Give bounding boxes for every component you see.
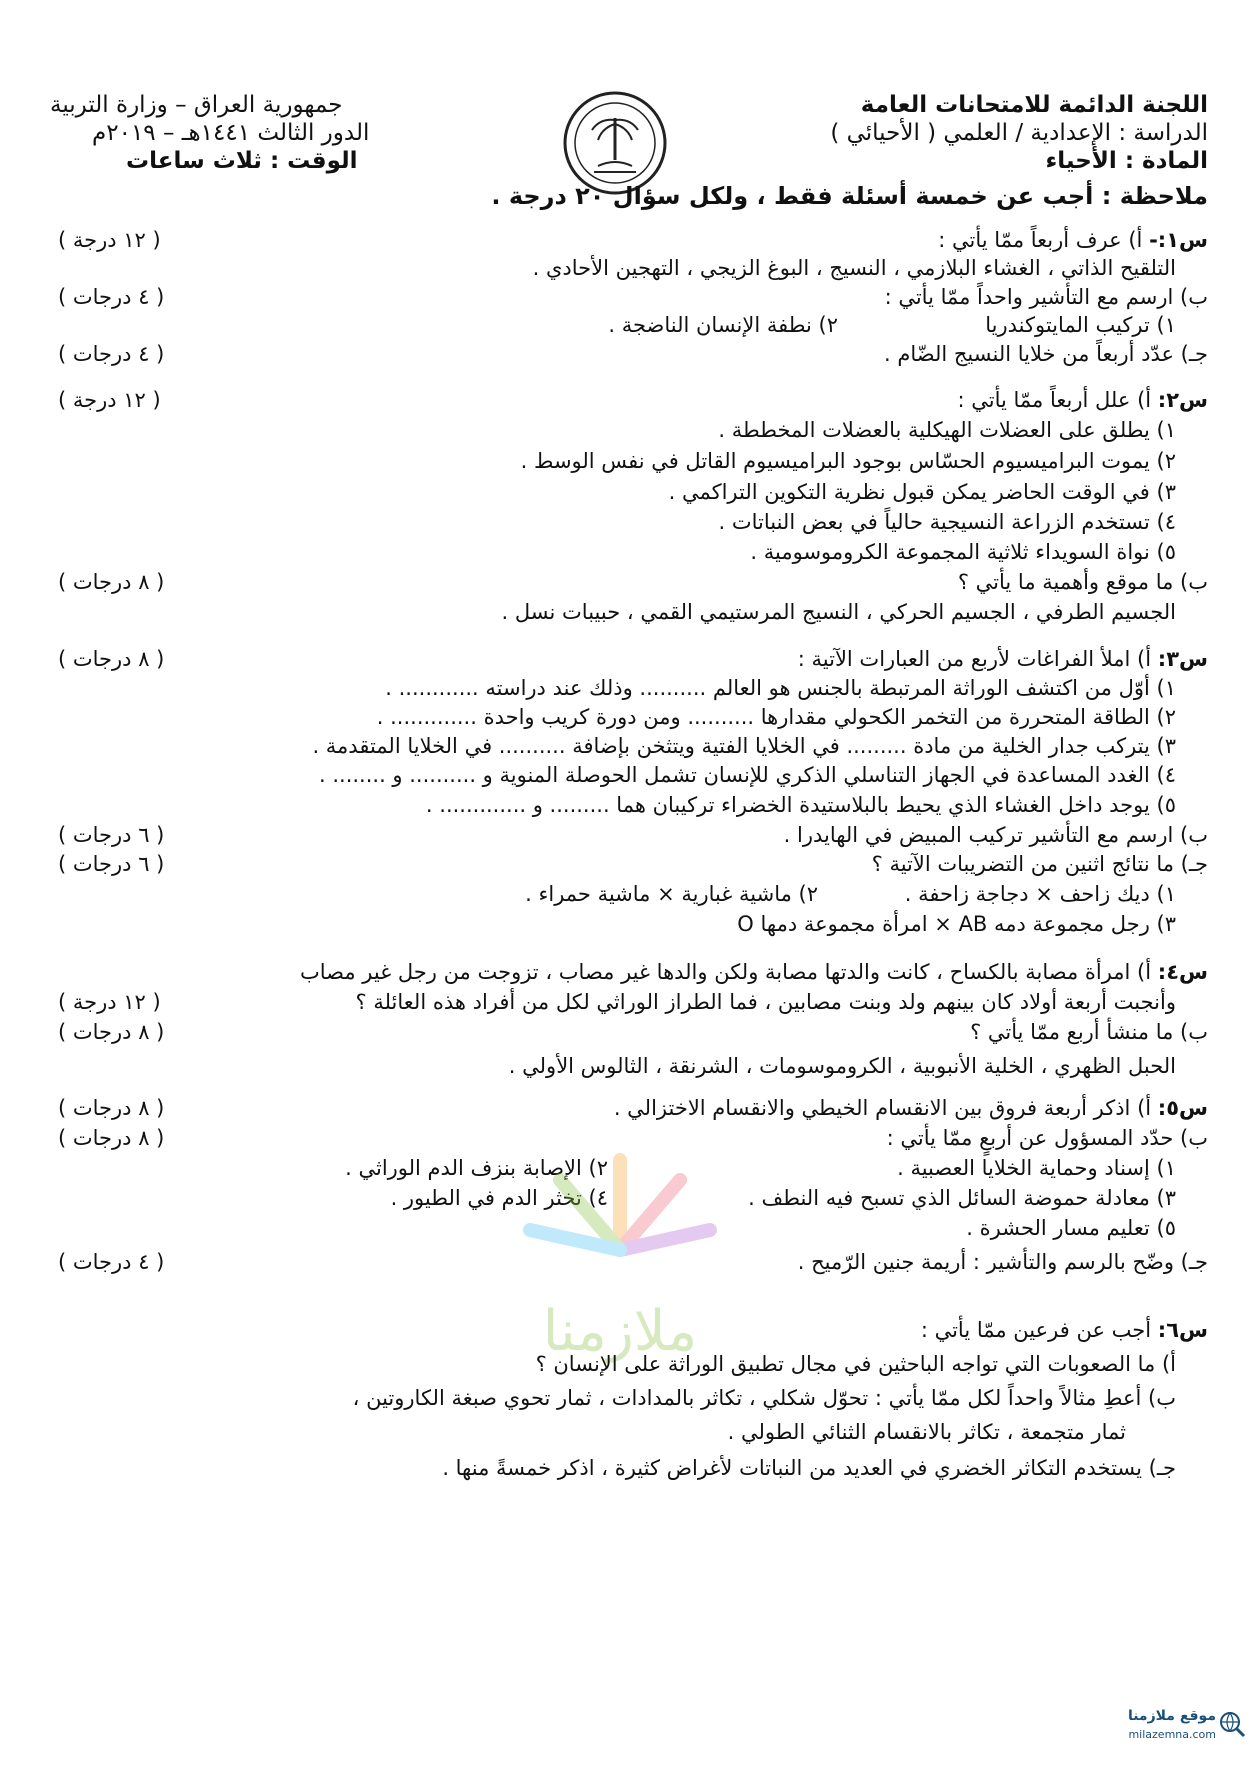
q3-c-item-1: ١) ديك زاحف × دجاجة زاحفة . [904,882,1176,906]
q5-b-marks: ( ٨ درجات ) [58,1126,165,1150]
q2-item-4: ٤) تستخدم الزراعة النسيجية حالياً في بعض النباتات . [718,510,1176,534]
q1-b: ب) ارسم مع التأشير واحداً ممّا يأتي : [884,285,1208,309]
q2-a [958,388,1209,412]
watermark-logo [470,1120,770,1380]
subject-label: المادة : [1124,148,1208,174]
q3-c-item-3: ٣) رجل مجموعة دمه AB × امرأة مجموعة دمها O [737,912,1176,936]
q5-number: س٥: [1157,1096,1208,1120]
q2-number: س٢: [1157,388,1208,412]
q4-a-line-1 [300,960,1208,984]
note-text: أجب عن خمسة أسئلة فقط ، ولكل سؤال ٢٠ درجة . [491,182,1094,210]
q4-a-marks: ( ١٢ درجة ) [58,990,161,1014]
time-value: ثلاث ساعات [126,148,262,174]
site-logo-ar: موقع ملازمنا [1127,1708,1216,1724]
q2-a-marks: ( ١٢ درجة ) [58,388,161,412]
q6-number: س٦: [1157,1318,1208,1342]
q3-c-item-2: ٢) ماشية غبارية × ماشية حمراء . [525,882,818,906]
q4-b-marks: ( ٨ درجات ) [58,1020,165,1044]
q3-b-marks: ( ٦ درجات ) [58,823,165,847]
q3-a [798,647,1208,671]
q5-item-3: ٣) معادلة حموضة السائل الذي تسبح فيه النطف . [748,1186,1176,1210]
q1-a-marks: ( ١٢ درجة ) [58,228,161,252]
q3-c-marks: ( ٦ درجات ) [58,852,165,876]
q4-a-text-1: أ) امرأة مصابة بالكساح ، كانت والدتها مصابة ولكن والدها غير مصاب ، تزوجت من رجل غير مصاب [299,960,1152,984]
subject-line [1045,148,1208,174]
study-line: الدراسة : الإعدادية / العلمي ( الأحيائي ) [830,120,1208,146]
q4-a-line-2: وأنجبت أربعة أولاد كان بينهم ولد وبنت مصابين ، فما الطراز الوراثي لكل من أفراد هذه العائلة ؟ [355,990,1176,1014]
q5-b: ب) حدّد المسؤول عن أربعٍ ممّا يأتي : [886,1126,1208,1150]
watermark-text: ملازمنا [542,1299,698,1364]
note-label: ملاحظة : [1101,182,1208,210]
q2-item-2: ٢) يموت البراميسيوم الحسّاس بوجود البراميسيوم القاتل في نفس الوسط . [520,449,1176,473]
q1-a-items: التلقيح الذاتي ، الغشاء البلازمي ، النسيج ، البوغ الزيجي ، التهجين الأحادي . [532,256,1176,280]
q1-a [938,228,1208,252]
q2-a-text: أ) علل أربعاً ممّا يأتي : [957,388,1152,412]
site-logo [1120,1704,1250,1764]
q4-number: س٤: [1157,960,1208,984]
q5-item-2: ٢) الإصابة بنزف الدم الوراثي . [345,1156,608,1180]
time-line [126,148,358,174]
q1-b-marks: ( ٤ درجات ) [58,285,165,309]
q5-item-4: ٤) تخثر الدم في الطيور . [390,1186,608,1210]
q1-a-text: أ) عرف أربعاً ممّا يأتي : [938,228,1143,252]
q3-b: ب) ارسم مع التأشير تركيب المبيض في الهايدرا . [783,823,1208,847]
q5-a [614,1096,1208,1120]
q3-item-3: ٣) يتركب جدار الخلية من مادة ......... في الخلايا الفتية ويتثخن بإضافة .......... في الخلايا المتقدمة . [312,734,1176,758]
q6-intro [921,1318,1208,1342]
q5-c: جـ) وضّح بالرسم والتأشير : أريمة جنين الرّميح . [797,1250,1208,1274]
q5-a-marks: ( ٨ درجات ) [58,1096,165,1120]
q5-item-5: ٥) تعليم مسار الحشرة . [966,1216,1176,1240]
q1-b-item-1: ١) تركيب المايتوكندريا [985,313,1176,337]
q2-item-3: ٣) في الوقت الحاضر يمكن قبول نظرية التكوين التراكمي . [668,480,1176,504]
globe-icon [1218,1710,1246,1738]
q2-item-5: ٥) نواة السويداء ثلاثية المجموعة الكروموسومية . [750,540,1176,564]
q6-intro-text: أجب عن فرعين ممّا يأتي : [920,1318,1152,1342]
q5-item-1: ١) إسناد وحماية الخلايا العصبية . [897,1156,1176,1180]
q3-a-text: أ) املأ الفراغات لأربع من العبارات الآتية : [797,647,1152,671]
site-logo-en: milazemna.com [1128,1728,1216,1741]
subject-value: الأحياء [1045,148,1117,174]
q1-c-marks: ( ٤ درجات ) [58,342,165,366]
q3-a-marks: ( ٨ درجات ) [58,647,165,671]
q5-c-marks: ( ٤ درجات ) [58,1250,165,1274]
q1-c: جـ) عدّد أربعاً من خلايا النسيج الضّام . [883,342,1208,366]
q1-b-item-2: ٢) نطفة الإنسان الناضجة . [608,313,838,337]
q3-c: جـ) ما نتائج اثنين من التضريبات الآتية ؟ [871,852,1208,876]
q3-item-4: ٤) الغدد المساعدة في الجهاز التناسلي الذكري للإنسان تشمل الحوصلة المنوية و .......... و ........ . [319,763,1176,787]
country-line: جمهورية العراق – وزارة التربية [50,92,343,118]
q6-a: أ) ما الصعوبات التي تواجه الباحثين في مجال تطبيق الوراثة على الإنسان ؟ [535,1352,1176,1376]
note-line [491,182,1208,210]
q6-c: جـ) يستخدم التكاثر الخضري في العديد من النباتات لأغراض كثيرة ، اذكر خمسةً منها . [442,1456,1176,1480]
q3-number: س٣: [1157,647,1208,671]
q5-a-text: أ) اذكر أربعة فروق بين الانقسام الخيطي والانقسام الاختزالي . [613,1096,1152,1120]
q4-b-items: الحبل الظهري ، الخلية الأنبوبية ، الكروموسومات ، الشرنقة ، الثالوس الأولي . [508,1054,1176,1078]
q3-item-2: ٢) الطاقة المتحررة من التخمر الكحولي مقدارها .......... ومن دورة كريب واحدة ............. . [376,705,1176,729]
session-line: الدور الثالث ١٤٤١هـ – ٢٠١٩م [92,120,370,146]
q2-b-marks: ( ٨ درجات ) [58,570,165,594]
q1-number: س١:- [1149,228,1208,252]
q2-b: ب) ما موقع وأهمية ما يأتي ؟ [957,570,1208,594]
time-label: الوقت : [269,148,358,174]
q6-b-line-2: ثمار متجمعة ، تكاثر بالانقسام الثنائي الطولي . [727,1420,1126,1444]
q3-item-5: ٥) يوجد داخل الغشاء الذي يحيط بالبلاستيدة الخضراء تركيبان هما ......... و ............. . [425,793,1176,817]
committee-title: اللجنة الدائمة للامتحانات العامة [860,92,1208,118]
q6-b-line-1: ب) أعطِ مثالاً واحداً لكل ممّا يأتي : تحوّل شكلي ، تكاثر بالمدادات ، ثمار تحوي صبغة الكاروتين ، [352,1386,1176,1410]
q2-item-1: ١) يطلق على العضلات الهيكلية بالعضلات المخططة . [718,418,1176,442]
q3-item-1: ١) أوّل من اكتشف الوراثة المرتبطة بالجنس هو العالم .......... وذلك عند دراسته ............ . [385,676,1176,700]
q2-b-items: الجسيم الطرفي ، الجسيم الحركي ، النسيج المرستيمي القمي ، حبيبات نسل . [501,600,1176,624]
q4-b: ب) ما منشأ أربع ممّا يأتي ؟ [970,1020,1208,1044]
